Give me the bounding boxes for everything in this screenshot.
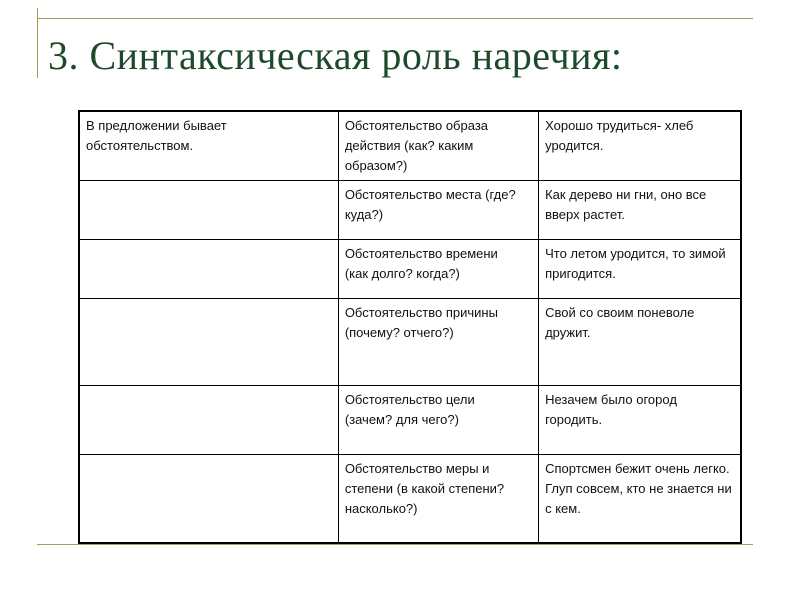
- role-cell: [79, 299, 338, 386]
- example-cell: Незачем было огород городить.: [539, 386, 741, 455]
- circumstance-type-cell: [338, 240, 538, 299]
- example-sentence: Глуп совсем, кто не знается ни с кем.: [545, 481, 732, 516]
- table-row: [79, 240, 741, 299]
- circumstance-type-cell: Обстоятельство причины (почему? отчего?): [338, 299, 538, 386]
- table-row: [79, 386, 741, 455]
- example-cell: Что летом уродится, то зимой пригодится.: [539, 240, 741, 299]
- table-row: [79, 299, 741, 386]
- example-cell: Хорошо трудиться- хлеб уродится.: [539, 111, 741, 181]
- question-line: (зачем? для чего?): [344, 412, 459, 427]
- circumstance-type-cell: Обстоятельство меры и степени (в какой степени? насколько?): [338, 455, 538, 543]
- table-row: [79, 111, 741, 181]
- question-line: (как долго? когда?): [344, 266, 460, 281]
- adverb-roles-table: [78, 110, 742, 544]
- role-cell: [79, 386, 338, 455]
- example-cell: Как дерево ни гни, оно все вверх растет.: [539, 181, 741, 240]
- table-row: [79, 181, 741, 240]
- example-sentence: Спортсмен бежит очень легко.: [545, 461, 730, 476]
- decorative-top-line: [37, 18, 753, 19]
- role-cell: В предложении бывает обстоятельством.: [79, 111, 338, 181]
- role-cell: [79, 455, 338, 543]
- circumstance-type-cell: [338, 386, 538, 455]
- decorative-bottom-line: [37, 544, 753, 545]
- circumstance-type-line: Обстоятельство цели: [344, 392, 475, 407]
- role-cell: [79, 181, 338, 240]
- circumstance-type-cell: Обстоятельство образа действия (как? каким образом?): [338, 111, 538, 181]
- circumstance-type-cell: Обстоятельство места (где? куда?): [338, 181, 538, 240]
- role-cell: [79, 240, 338, 299]
- table-row: [79, 455, 741, 543]
- slide-title: 3. Синтаксическая роль наречия:: [48, 33, 623, 78]
- circumstance-type-line: Обстоятельство времени: [344, 246, 498, 261]
- example-cell: [539, 455, 741, 543]
- example-cell: Свой со своим поневоле дружит.: [539, 299, 741, 386]
